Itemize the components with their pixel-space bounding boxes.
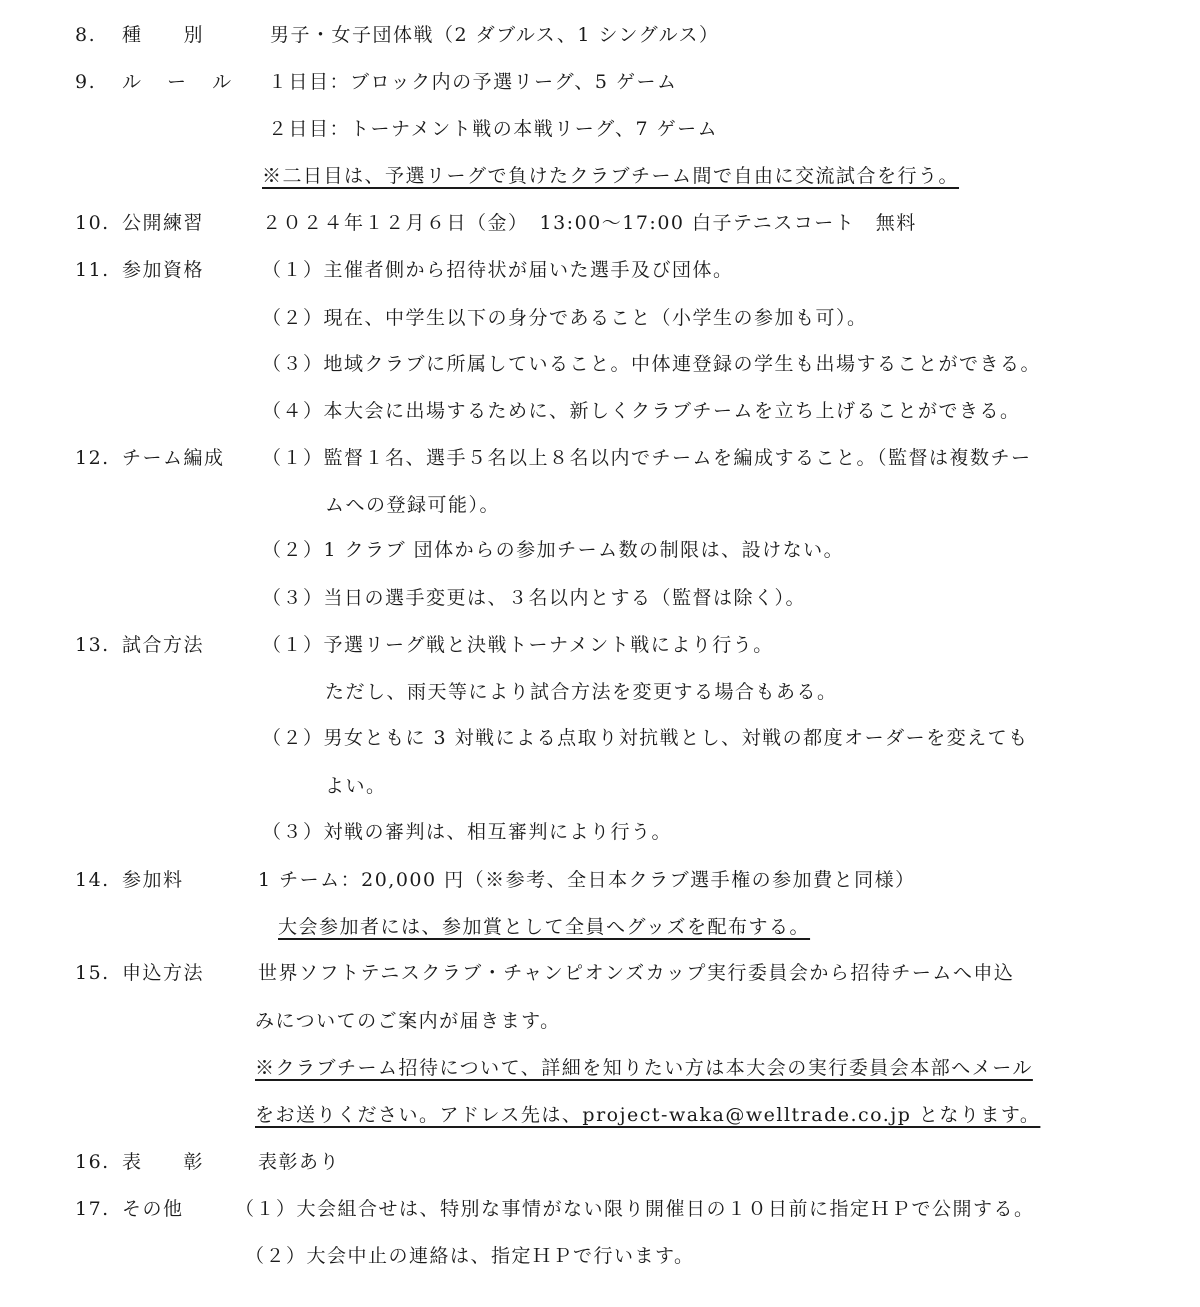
section-12-line-1-cont: ムへの登録可能）。 xyxy=(325,494,501,516)
section-14-number: 14. xyxy=(75,869,110,891)
section-17-number: 17. xyxy=(75,1198,110,1220)
section-11-line-2: （２）現在、中学生以下の身分であること（小学生の参加も可）。 xyxy=(262,307,868,329)
section-13-line-2: （２）男女ともに 3 対戦による点取り対抗戦とし、対戦の都度オーダーを変えても xyxy=(262,727,1029,749)
section-9-number: 9. xyxy=(75,71,97,93)
section-16-label: 表 彰 xyxy=(122,1151,205,1173)
section-10-label: 公開練習 xyxy=(122,212,205,234)
section-10-number: 10. xyxy=(75,212,110,234)
section-11-line-3: （３）地域クラブに所属していること。中体連登録の学生も出場することができる。 xyxy=(262,353,1042,375)
section-17-label: その他 xyxy=(122,1198,184,1220)
section-9-label: ル ー ル xyxy=(122,71,242,93)
section-8-line-1: 男子・女子団体戦（2 ダブルス、1 シングルス） xyxy=(270,24,720,46)
section-15-line-1: 世界ソフトテニスクラブ・チャンピオンズカップ実行委員会から招待チームへ申込 xyxy=(258,962,1015,984)
section-12-line-1: （１）監督１名、選手５名以上８名以内でチームを編成すること。（監督は複数チー xyxy=(262,447,1032,469)
section-11-line-4: （４）本大会に出場するために、新しくクラブチームを立ち上げることができる。 xyxy=(262,400,1021,422)
section-16-number: 16. xyxy=(75,1151,110,1173)
section-16-line-1: 表彰あり xyxy=(258,1151,341,1173)
section-14-line-1: 1 チーム：20,000 円（※参考、全日本クラブ選手権の参加費と同様） xyxy=(258,869,916,891)
section-15-note-2-email[interactable]: をお送りください。アドレス先は、project-waka@welltrade.co.jp となります。 xyxy=(255,1104,1041,1126)
section-10-line-1: ２０２４年１２月６日（金） 13:00〜17:00 白子テニスコート 無料 xyxy=(262,212,917,234)
section-12-line-2: （２）1 クラブ 団体からの参加チーム数の制限は、設けない。 xyxy=(262,539,845,561)
section-11-number: 11. xyxy=(75,259,110,281)
section-13-number: 13. xyxy=(75,634,110,656)
section-15-label: 申込方法 xyxy=(122,962,205,984)
section-17-line-1: （１）大会組合せは、特別な事情がない限り開催日の１０日前に指定ＨＰで公開する。 xyxy=(235,1198,1035,1220)
section-13-line-3: （３）対戦の審判は、相互審判により行う。 xyxy=(262,821,673,843)
section-8-number: 8. xyxy=(75,24,97,46)
section-9-note: ※二日目は、予選リーグで負けたクラブチーム間で自由に交流試合を行う。 xyxy=(262,165,960,187)
section-12-number: 12. xyxy=(75,447,110,469)
section-9-line-1: １日目：ブロック内の予選リーグ、5 ゲーム xyxy=(268,71,678,93)
section-11-label: 参加資格 xyxy=(122,259,205,281)
section-14-label: 参加料 xyxy=(122,869,184,891)
section-13-line-2-cont: よい。 xyxy=(325,775,387,797)
section-15-line-2: みについてのご案内が届きます。 xyxy=(255,1010,561,1032)
section-11-line-1: （１）主催者側から招待状が届いた選手及び団体。 xyxy=(262,259,734,281)
section-12-line-3: （３）当日の選手変更は、３名以内とする（監督は除く）。 xyxy=(262,587,807,609)
section-13-line-1-cont: ただし、雨天等により試合方法を変更する場合もある。 xyxy=(325,681,838,703)
section-15-number: 15. xyxy=(75,962,110,984)
section-8-label: 種 別 xyxy=(122,24,205,46)
section-15-note-1: ※クラブチーム招待について、詳細を知りたい方は本大会の実行委員会本部へメール xyxy=(255,1057,1033,1079)
section-12-label: チーム編成 xyxy=(122,447,225,469)
section-13-label: 試合方法 xyxy=(122,634,205,656)
section-14-note: 大会参加者には、参加賞として全員へグッズを配布する。 xyxy=(278,916,811,938)
section-17-line-2: （２）大会中止の連絡は、指定ＨＰで行います。 xyxy=(245,1245,695,1267)
section-9-line-2: ２日目：トーナメント戦の本戦リーグ、7 ゲーム xyxy=(268,118,719,140)
section-13-line-1: （１）予選リーグ戦と決戦トーナメント戦により行う。 xyxy=(262,634,774,656)
